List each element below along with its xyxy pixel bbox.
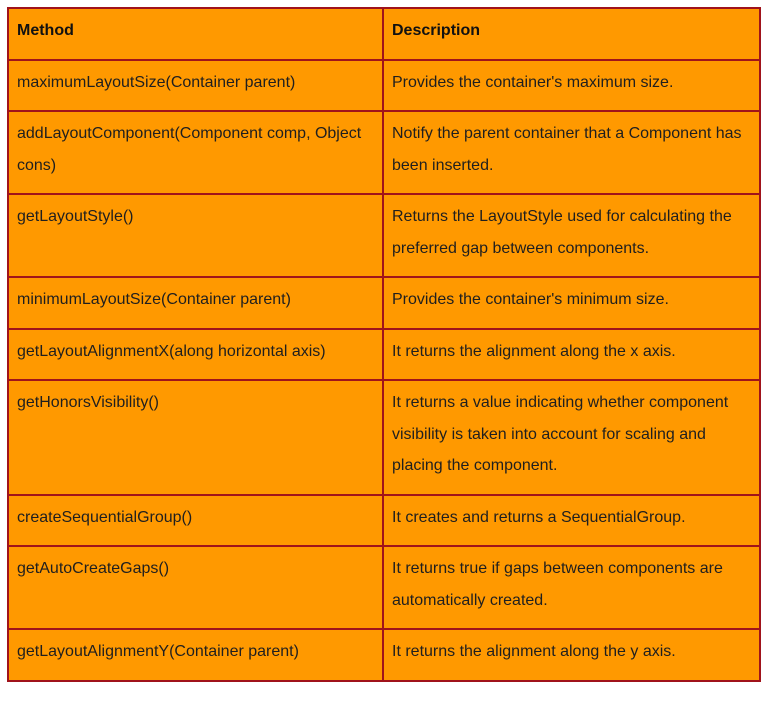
method-cell: getLayoutAlignmentY(Container parent)	[8, 629, 383, 681]
description-cell: Notify the parent container that a Component has been inserted.	[383, 111, 760, 194]
table-row	[8, 111, 760, 194]
description-cell: Returns the LayoutStyle used for calculating the preferred gap between components.	[383, 194, 760, 277]
table-row	[8, 277, 760, 329]
table-row	[8, 495, 760, 547]
description-cell: It returns the alignment along the y axis.	[383, 629, 760, 681]
table-header-row	[8, 8, 760, 60]
description-cell: Provides the container's minimum size.	[383, 277, 760, 329]
method-cell: getLayoutAlignmentX(along horizontal axis)	[8, 329, 383, 381]
description-cell: It returns true if gaps between components are automatically created.	[383, 546, 760, 629]
header-method: Method	[8, 8, 383, 60]
method-cell: getLayoutStyle()	[8, 194, 383, 277]
description-cell: It creates and returns a SequentialGroup.	[383, 495, 760, 547]
description-cell: It returns the alignment along the x axis.	[383, 329, 760, 381]
method-cell: getHonorsVisibility()	[8, 380, 383, 495]
description-cell: Provides the container's maximum size.	[383, 60, 760, 112]
method-cell: getAutoCreateGaps()	[8, 546, 383, 629]
table-row	[8, 546, 760, 629]
header-description: Description	[383, 8, 760, 60]
table-row	[8, 329, 760, 381]
table-row	[8, 380, 760, 495]
method-cell: maximumLayoutSize(Container parent)	[8, 60, 383, 112]
table-row	[8, 629, 760, 681]
method-cell: createSequentialGroup()	[8, 495, 383, 547]
method-table	[7, 7, 761, 682]
table-row	[8, 194, 760, 277]
method-cell: addLayoutComponent(Component comp, Object cons)	[8, 111, 383, 194]
table-row	[8, 60, 760, 112]
method-cell: minimumLayoutSize(Container parent)	[8, 277, 383, 329]
description-cell: It returns a value indicating whether component visibility is taken into account for scaling and placing the component.	[383, 380, 760, 495]
method-table-container	[7, 7, 759, 682]
